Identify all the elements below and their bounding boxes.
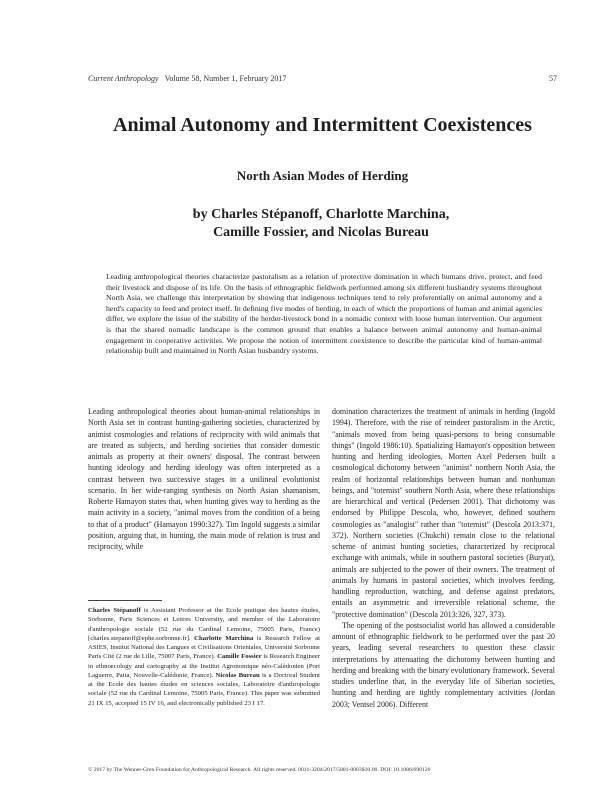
- bio-author-name: Charles Stépanoff: [88, 607, 141, 614]
- bio-text: is Assistant Professor at the Ecole pratique des hautes études, Sorbonne, Paris Sciences et Lettres University, and member of the Laboratoire d'anthropologie sociale (52 rue du Cardinal Lemoine, 75005 Paris, France) [charles.stepanoff@ephe.sorbonne.fr].: [88, 607, 320, 642]
- bio-text: is Research Fellow at ASIES, Institut National des Langues et Civilisations Orientales, Université Sorbonne Paris Cité (2 rue de Lille, 75007 Paris, France).: [88, 634, 320, 661]
- author-bio-note: [88, 606, 320, 708]
- body-column-right: [332, 406, 555, 710]
- abstract: Leading anthropological theories characterize pastoralism as a relation of protective domination in which humans drive, protect, and feed their livestock and dispose of its life. On the basis of ethnographic fieldwork performed among six different husbandry systems throughout North Asia, we challenge this interpretation by showing that indigenous techniques tend to rely preferentially on animal autonomy and a herd's capacity to feed and protect itself. In defining five modes of herding, in each of which the proportions of human and animal agencies differ, we explore the issue of the stability of the herder-livestock bond in a nomadic context with loose human intervention. Our argument is that the shared nomadic landscape is the common ground that enables a balance between animal autonomy and human-animal engagement in cooperative activities. We propose the notion of intermittent coexistence to describe the particular kind of human-animal relationship built and maintained in North Asian husbandry systems.: [106, 272, 542, 356]
- page-number: 57: [549, 74, 557, 83]
- bio-author-name: Nicolas Bureau: [215, 671, 260, 679]
- bio-author-name: Camille Fossier: [217, 653, 262, 661]
- body-paragraph: Leading anthropological theories about human-animal relationships in North Asia set in contrast hunting-gathering societies, characterized by animist cosmologies and relations of reciprocity with wild animals that are treated as subjects, and herding societies that consider domestic animals as property at their owners' disposal. The contrast between hunting ideology and herding ideology was often interpreted as a contrast between two successive stages in a unilineal evolutionist scenario. In her wide-ranging synthesis on North Asian shamanism, Roberte Hamayon states that, when hunting gives way to herding as the main activity in a society, "animal moves from the condition of a being to that of a product" (Hamayon 1990:327). Tim Ingold suggests a similar position, arguing that, in hunting, the main mode of relation is trust and reciprocity, while: [88, 407, 320, 551]
- body-paragraph: The opening of the postsocialist world has allowed a considerable amount of ethnographic fieldwork to be performed over the past 20 years, leading several researchers to question these classic interpretations by attenuating the dichotomy between hunting and herding and breaking with the binary evolutionary framework. Several studies underline that, in the everyday life of Siberian societies, hunting and herding are tightly complementary activities (Jordan 2003; Ventsel 2006). Different: [332, 620, 555, 709]
- authors-line-1: by Charles Stépanoff, Charlotte Marchina,: [192, 207, 450, 222]
- journal-name: Current Anthropology: [88, 74, 159, 83]
- volume-info: Volume 58, Number 1, February 2017: [164, 74, 287, 83]
- author-list: [130, 206, 512, 242]
- footnote-divider: [88, 600, 162, 601]
- body-paragraph: domination characterizes the treatment of animals in herding (Ingold 1994). Therefore, with the rise of reindeer pastoralism in the Arctic, "animals moved from being quasi-persons to being consumable things" (Ingold 1986:10). Spatializing Hamayon's opposition between hunting and herding ideologies, Morten Axel Pedersen built a cosmological dichotomy between "animist" northern North Asia, the realm of horizontal relationships between human and nonhuman beings, and "totemist" southern North Asia, where these relationships are hierarchical and vertical (Pedersen 2001). That dichotomy was endorsed by Philippe Descola, who, however, defined southern cosmologies as "analogist" rather than "totemist" (Descola 2013:371, 372). Northern societies (Chukchi) remain close to the relational scheme of animist hunting societies, characterized by reciprocal exchange with animals, while in southern pastoral societies (Buryat), animals are subjected to the power of their owners. The treatment of animals by humans in pastoral societies, which involves feeding, handling reproduction, watching, and defense against predators, entails an asymmetric and irreversible relational scheme, the "protective domination" (Descola 2013:326, 327, 373).: [332, 407, 555, 619]
- bio-text: is a Doctoral Student at the Ecole des hautes études en sciences sociales, Laboratoire d'anthropologie sociale (52 rue du Cardinal Lemoine, 75005 Paris, France). This paper was submitted 21 IX 15, accepted 15 IV 16, and electronically published 23 I 17.: [88, 671, 320, 707]
- bio-text: is Research Engineer in ethnoecology and cartography at the Institut Agronomique néo-Calédonien (Port Laguerre, Paita, Nouvelle-Calédonie, France).: [88, 653, 321, 679]
- article-subtitle: North Asian Modes of Herding: [236, 168, 409, 183]
- body-column-left: [88, 406, 320, 552]
- article-title: Animal Autonomy and Intermittent Coexistences: [113, 114, 532, 136]
- copyright-footer: © 2017 by The Wenner-Gren Foundation for Anthropological Research. All rights reserved. 0011-3204/2017/5801-0003$10.00. DOI: 10.1086/690120: [88, 767, 431, 773]
- bio-author-name: Charlotte Marchina: [194, 634, 254, 642]
- authors-line-2: Camille Fossier, and Nicolas Bureau: [213, 225, 429, 240]
- running-header: [88, 74, 557, 84]
